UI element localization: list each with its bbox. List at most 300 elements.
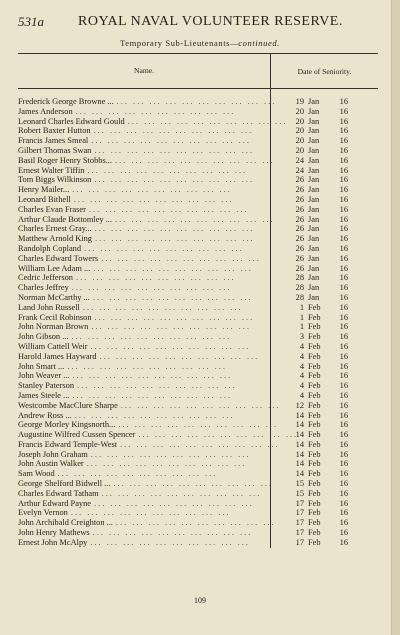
officer-name: Randolph Copland	[18, 244, 84, 253]
seniority-day: 20	[295, 145, 304, 155]
seniority-month: Jan	[308, 204, 320, 214]
seniority-day: 17	[295, 537, 304, 547]
seniority-day: 26	[295, 253, 304, 263]
seniority-year: 16	[339, 341, 348, 351]
seniority-year: 16	[339, 430, 348, 440]
table-row	[18, 420, 378, 430]
name-cell	[18, 489, 271, 499]
date-cell	[271, 528, 379, 538]
leader-dots: ... ... ... ... ... ... ... ... ... ...	[114, 214, 275, 224]
table-row	[18, 469, 378, 479]
seniority-month: Feb	[308, 528, 321, 538]
seniority-year: 16	[339, 136, 348, 146]
seniority-year: 16	[339, 145, 348, 155]
seniority-day: 12	[295, 400, 304, 410]
seniority-year: 16	[339, 106, 348, 116]
seniority-month: Feb	[308, 439, 321, 449]
name-cell	[18, 224, 271, 234]
seniority-year: 16	[339, 508, 348, 518]
officer-name: Westcombe MacClure Sharpe	[18, 401, 121, 410]
seniority-year: 16	[339, 312, 348, 322]
officer-name: Basil Roger Henry Stobbs...	[18, 156, 115, 165]
leader-dots: ... ... ... ... ... ... ... ... ... ...	[94, 175, 255, 185]
seniority-year: 16	[339, 243, 348, 253]
seniority-month: Jan	[308, 136, 320, 146]
officer-name: Evelyn Vernon	[18, 508, 71, 517]
seniority-year: 16	[339, 214, 348, 224]
name-cell	[18, 166, 271, 176]
leader-dots: ... ... ... ... ... ... ... ... ... ...	[91, 322, 251, 332]
name-cell	[18, 214, 275, 225]
seniority-month: Feb	[308, 459, 321, 469]
leader-dots: ... ... ... ... ... ... ... ... ... ...	[120, 439, 280, 449]
seniority-year: 16	[339, 400, 348, 410]
seniority-year: 16	[339, 224, 348, 234]
date-cell	[271, 205, 379, 215]
officer-name: Cedric Jefferson	[18, 273, 76, 282]
seniority-day: 14	[295, 469, 304, 479]
date-cell	[271, 440, 379, 450]
seniority-year: 16	[339, 155, 348, 165]
officer-name: Frederick George Browne ...	[18, 97, 117, 106]
footer-page-number: 109	[194, 596, 206, 605]
seniority-day: 24	[295, 155, 304, 165]
seniority-day: 3	[299, 332, 304, 342]
seniority-month: Jan	[308, 175, 320, 185]
leader-dots: ... ... ... ... ... ... ... ... ... ...	[115, 518, 276, 528]
date-cell	[271, 244, 379, 254]
seniority-year: 16	[339, 390, 348, 400]
table-row	[18, 273, 378, 283]
name-cell	[18, 116, 288, 127]
seniority-year: 16	[339, 479, 348, 489]
leader-dots: ... ... ... ... ... ... ... ... ... ...	[94, 224, 255, 234]
table-row	[18, 126, 378, 136]
seniority-month: Jan	[308, 97, 320, 106]
name-cell	[18, 391, 271, 401]
seniority-day: 4	[299, 371, 304, 381]
table-row	[18, 342, 378, 352]
seniority-year: 16	[339, 518, 348, 528]
seniority-year: 16	[339, 371, 348, 381]
table-row	[18, 254, 378, 264]
name-cell	[18, 371, 271, 381]
seniority-day: 4	[299, 361, 304, 371]
seniority-day: 17	[295, 498, 304, 508]
seniority-month: Feb	[308, 322, 321, 332]
seniority-year: 16	[339, 420, 348, 430]
date-cell	[271, 508, 379, 518]
page-edge	[391, 0, 400, 635]
officer-name: Charles Edward Towers	[18, 254, 101, 263]
seniority-month: Feb	[308, 488, 321, 498]
seniority-month: Feb	[308, 302, 321, 312]
leader-dots: ... ... ... ... ... ... ... ... ... ...	[101, 488, 262, 498]
leader-dots: ... ... ... ... ... ... ... ... ... ...	[57, 469, 218, 479]
name-cell	[18, 381, 271, 391]
officer-name: Charles Evan Fraser	[18, 205, 89, 214]
leader-dots: ... ... ... ... ... ... ... ... ... ...	[101, 253, 261, 263]
date-cell	[271, 362, 379, 372]
seniority-month: Feb	[308, 469, 321, 479]
seniority-year: 16	[339, 351, 348, 361]
seniority-year: 16	[339, 116, 348, 126]
date-cell	[271, 459, 379, 469]
name-cell	[18, 89, 277, 107]
seniority-day: 14	[295, 459, 304, 469]
officer-name: Ernest John McAlpy	[18, 538, 90, 547]
seniority-month: Jan	[308, 185, 320, 195]
leader-dots: ... ... ... ... ... ... ... ... ... ...	[72, 371, 233, 381]
leader-dots: ... ... ... ... ... ... ... ... ... ...	[86, 459, 247, 469]
officer-name: James Steele ...	[18, 391, 72, 400]
seniority-year: 16	[339, 97, 348, 106]
date-cell	[271, 371, 379, 381]
seniority-day: 14	[295, 439, 304, 449]
date-cell	[271, 489, 379, 499]
seniority-day: 28	[295, 283, 304, 293]
table-row	[18, 450, 378, 460]
name-column-header: Name.	[18, 54, 271, 89]
seniority-year: 16	[339, 381, 348, 391]
date-cell	[271, 117, 379, 127]
leader-dots: ... ... ... ... ... ... ... ... ... ...	[90, 537, 250, 547]
name-cell	[18, 411, 271, 421]
table-row	[18, 381, 378, 391]
date-cell	[271, 430, 379, 440]
seniority-month: Feb	[308, 351, 321, 361]
seniority-year: 16	[339, 253, 348, 263]
seniority-month: Jan	[308, 116, 320, 126]
page-number: 531a	[18, 14, 44, 29]
officer-name: Harold James Hayward	[18, 352, 100, 361]
leader-dots: ... ... ... ... ... ... ... ... ... ...	[93, 263, 253, 273]
table-row	[18, 332, 378, 342]
leader-dots: ... ... ... ... ... ... ... ... ... ...	[92, 292, 253, 302]
name-cell	[18, 293, 271, 303]
officer-name: Charles Ernest Gray...	[18, 224, 95, 233]
table-row	[18, 322, 378, 332]
officer-name: John Weaver ...	[18, 371, 73, 380]
seniority-day: 14	[295, 420, 304, 430]
date-cell	[271, 420, 379, 430]
officer-name: James Anderson	[18, 107, 76, 116]
seniority-month: Feb	[308, 361, 321, 371]
leader-dots: ... ... ... ... ... ... ... ... ... ...	[94, 145, 255, 155]
seniority-month: Feb	[308, 430, 321, 440]
seniority-day: 26	[295, 194, 304, 204]
leader-dots: ... ... ... ... ... ... ... ... ... ...	[67, 361, 227, 371]
date-cell	[271, 107, 379, 117]
seniority-day: 20	[295, 126, 304, 136]
seniority-day: 24	[295, 165, 304, 175]
name-cell	[18, 362, 271, 372]
officer-name: Joseph John Graham	[18, 450, 91, 459]
table-row	[18, 136, 378, 146]
officer-name: John Austin Walker	[18, 459, 87, 468]
seniority-day: 1	[299, 302, 304, 312]
leader-dots: ... ... ... ... ... ... ... ... ... ...	[94, 498, 254, 508]
name-cell	[18, 528, 271, 538]
name-cell	[18, 400, 281, 411]
table-row	[18, 234, 378, 244]
table-row	[18, 224, 378, 234]
seniority-day: 20	[295, 106, 304, 116]
seniority-month: Jan	[308, 214, 320, 224]
seniority-year: 16	[339, 292, 348, 302]
seniority-day: 26	[295, 224, 304, 234]
officer-name: Ernest Walter Tiffin	[18, 166, 87, 175]
date-cell	[271, 126, 379, 136]
officer-name: Leonard Charles Edward Gould	[18, 117, 128, 126]
name-cell	[18, 508, 271, 518]
officer-name: John Smart ...	[18, 362, 67, 371]
officer-name: William Cattell Weir	[18, 342, 91, 351]
seniority-day: 17	[295, 518, 304, 528]
seniority-day: 26	[295, 263, 304, 273]
table-header-row	[18, 54, 378, 89]
table-row	[18, 107, 378, 117]
leader-dots: ... ... ... ... ... ... ... ... ... ...	[87, 165, 248, 175]
seniority-month: Jan	[308, 155, 320, 165]
name-cell	[18, 303, 271, 313]
leader-dots: ... ... ... ... ... ... ... ... ... ...	[138, 430, 299, 440]
seniority-year: 16	[339, 537, 348, 547]
seniority-day: 20	[295, 136, 304, 146]
table-row	[18, 479, 378, 489]
date-cell	[271, 195, 379, 205]
leader-dots: ... ... ... ... ... ... ... ... ... ...	[90, 449, 251, 459]
seniority-day: 26	[295, 234, 304, 244]
leader-dots: ... ... ... ... ... ... ... ... ... ...	[75, 273, 236, 283]
officer-name: Land John Russell	[18, 303, 83, 312]
running-title: ROYAL NAVAL VOLUNTEER RESERVE.	[78, 14, 343, 29]
name-cell	[18, 469, 271, 479]
seniority-day: 15	[295, 488, 304, 498]
seniority-year: 16	[339, 332, 348, 342]
name-cell	[18, 264, 271, 274]
table-row	[18, 352, 378, 362]
name-cell	[18, 459, 271, 469]
seniority-day: 19	[295, 97, 304, 106]
table-row	[18, 518, 378, 528]
date-cell	[271, 89, 379, 107]
seniority-day: 28	[295, 273, 304, 283]
name-cell	[18, 175, 271, 185]
name-cell	[18, 518, 276, 528]
officer-name: Francis James Smeal	[18, 136, 91, 145]
seniority-day: 14	[295, 410, 304, 420]
officer-name: William Lee Adam ...	[18, 264, 93, 273]
seniority-month: Jan	[308, 194, 320, 204]
name-cell	[18, 450, 271, 460]
officer-name: Arthur Edward Payne	[18, 499, 94, 508]
seniority-day: 4	[299, 381, 304, 391]
seniority-day: 14	[295, 430, 304, 440]
table-row	[18, 195, 378, 205]
table-row	[18, 89, 378, 107]
leader-dots: ... ... ... ... ... ... ... ... ... ...	[92, 528, 253, 538]
name-cell	[18, 205, 271, 215]
section-subtitle	[0, 38, 400, 48]
seniority-day: 26	[295, 243, 304, 253]
officer-name: Charles Edward Tatham	[18, 489, 102, 498]
seniority-month: Feb	[308, 449, 321, 459]
name-cell	[18, 342, 271, 352]
name-cell	[18, 499, 271, 509]
officer-name: George Shelford Bidwell ...	[18, 479, 113, 488]
officer-name: Andrew Ross ...	[18, 411, 75, 420]
leader-dots: ... ... ... ... ... ... ... ... ... ...	[127, 116, 288, 126]
date-cell	[271, 234, 379, 244]
seniority-month: Jan	[308, 145, 320, 155]
seniority-year: 16	[339, 459, 348, 469]
officer-name: Henry Mailer...	[18, 185, 72, 194]
leader-dots: ... ... ... ... ... ... ... ... ... ...	[116, 97, 277, 106]
seniority-day: 20	[295, 116, 304, 126]
seniority-day: 1	[299, 322, 304, 332]
table-row	[18, 430, 378, 440]
date-cell	[271, 411, 379, 421]
seniority-day: 26	[295, 214, 304, 224]
officer-name: Augustine Wilfred Cussen Spencer	[18, 430, 138, 439]
leader-dots: ... ... ... ... ... ... ... ... ... ...	[71, 332, 232, 342]
officer-name: Norman McCarthy ...	[18, 293, 93, 302]
leader-dots: ... ... ... ... ... ... ... ... ... ...	[99, 351, 260, 361]
seniority-month: Jan	[308, 292, 320, 302]
table-row	[18, 313, 378, 323]
seniority-month: Jan	[308, 106, 320, 116]
name-cell	[18, 185, 271, 195]
officer-name: John Archibald Creighton ...	[18, 518, 116, 527]
seniority-year: 16	[339, 528, 348, 538]
seniority-year: 16	[339, 410, 348, 420]
name-cell	[18, 273, 271, 283]
officer-name: Sam Wood	[18, 469, 58, 478]
officer-name: George Morley Kingsnorth...	[18, 420, 118, 429]
seniority-year: 16	[339, 302, 348, 312]
seniority-month: Jan	[308, 253, 320, 263]
leader-dots: ... ... ... ... ... ... ... ... ... ...	[72, 185, 232, 195]
seniority-month: Feb	[308, 498, 321, 508]
table-row	[18, 401, 378, 411]
date-cell	[271, 175, 379, 185]
seniority-day: 4	[299, 390, 304, 400]
table-row	[18, 283, 378, 293]
seniority-year: 16	[339, 498, 348, 508]
date-cell	[271, 136, 379, 146]
leader-dots: ... ... ... ... ... ... ... ... ... ...	[84, 243, 244, 253]
name-cell	[18, 136, 271, 146]
leader-dots: ... ... ... ... ... ... ... ... ... ...	[70, 508, 231, 518]
seniority-year: 16	[339, 361, 348, 371]
seniority-month: Feb	[308, 312, 321, 322]
date-cell	[271, 332, 379, 342]
seniority-year: 16	[339, 449, 348, 459]
seniority-day: 17	[295, 528, 304, 538]
date-cell	[271, 283, 379, 293]
table-row	[18, 264, 378, 274]
table-row	[18, 459, 378, 469]
seniority-month: Feb	[308, 341, 321, 351]
table-row	[18, 440, 378, 450]
seniority-day: 17	[295, 508, 304, 518]
date-cell	[271, 166, 379, 176]
date-cell	[271, 156, 379, 166]
leader-dots: ... ... ... ... ... ... ... ... ... ...	[120, 400, 281, 410]
name-cell	[18, 479, 274, 489]
leader-dots: ... ... ... ... ... ... ... ... ... ...	[82, 302, 243, 312]
seniority-year: 16	[339, 194, 348, 204]
table-row	[18, 371, 378, 381]
date-cell	[271, 322, 379, 332]
name-cell	[18, 538, 271, 548]
name-cell	[18, 234, 271, 244]
name-cell	[18, 352, 271, 362]
table-row	[18, 175, 378, 185]
date-cell	[271, 538, 379, 548]
date-cell	[271, 450, 379, 460]
seniority-month: Jan	[308, 165, 320, 175]
officer-name: Francis Edward Temple-West	[18, 440, 120, 449]
table-row	[18, 185, 378, 195]
date-cell	[271, 499, 379, 509]
table-row	[18, 508, 378, 518]
leader-dots: ... ... ... ... ... ... ... ... ... ...	[113, 479, 274, 489]
officer-name: Arthur Claude Bottomley ...	[18, 215, 115, 224]
seniority-month: Jan	[308, 273, 320, 283]
seniority-month: Feb	[308, 400, 321, 410]
leader-dots: ... ... ... ... ... ... ... ... ... ...	[77, 381, 237, 391]
date-cell	[271, 146, 379, 156]
table-row	[18, 215, 378, 225]
table-row	[18, 528, 378, 538]
officer-name: John Norman Brown	[18, 322, 91, 331]
table-row	[18, 117, 378, 127]
date-cell	[271, 469, 379, 479]
name-cell	[18, 430, 299, 440]
officer-name: Charles Jeffrey	[18, 283, 72, 292]
seniority-day: 4	[299, 341, 304, 351]
name-cell	[18, 195, 271, 205]
date-cell	[271, 185, 379, 195]
table-row	[18, 499, 378, 509]
name-cell	[18, 155, 275, 166]
name-cell	[18, 254, 271, 264]
table-row	[18, 411, 378, 421]
date-cell	[271, 313, 379, 323]
officer-name: Leonard Bithell	[18, 195, 74, 204]
date-cell	[271, 273, 379, 283]
table-row	[18, 293, 378, 303]
leader-dots: ... ... ... ... ... ... ... ... ... ...	[75, 106, 236, 116]
seniority-year: 16	[339, 165, 348, 175]
seniority-month: Feb	[308, 518, 321, 528]
seniority-year: 16	[339, 322, 348, 332]
name-cell	[18, 126, 271, 136]
seniority-year: 16	[339, 283, 348, 293]
name-cell	[18, 439, 280, 450]
seniority-month: Feb	[308, 371, 321, 381]
seniority-month: Jan	[308, 243, 320, 253]
table-body	[18, 89, 378, 548]
seniority-day: 1	[299, 312, 304, 322]
seniority-year: 16	[339, 234, 348, 244]
date-cell	[271, 352, 379, 362]
seniority-day: 26	[295, 204, 304, 214]
name-cell	[18, 146, 271, 156]
leader-dots: ... ... ... ... ... ... ... ... ... ...	[94, 234, 255, 244]
